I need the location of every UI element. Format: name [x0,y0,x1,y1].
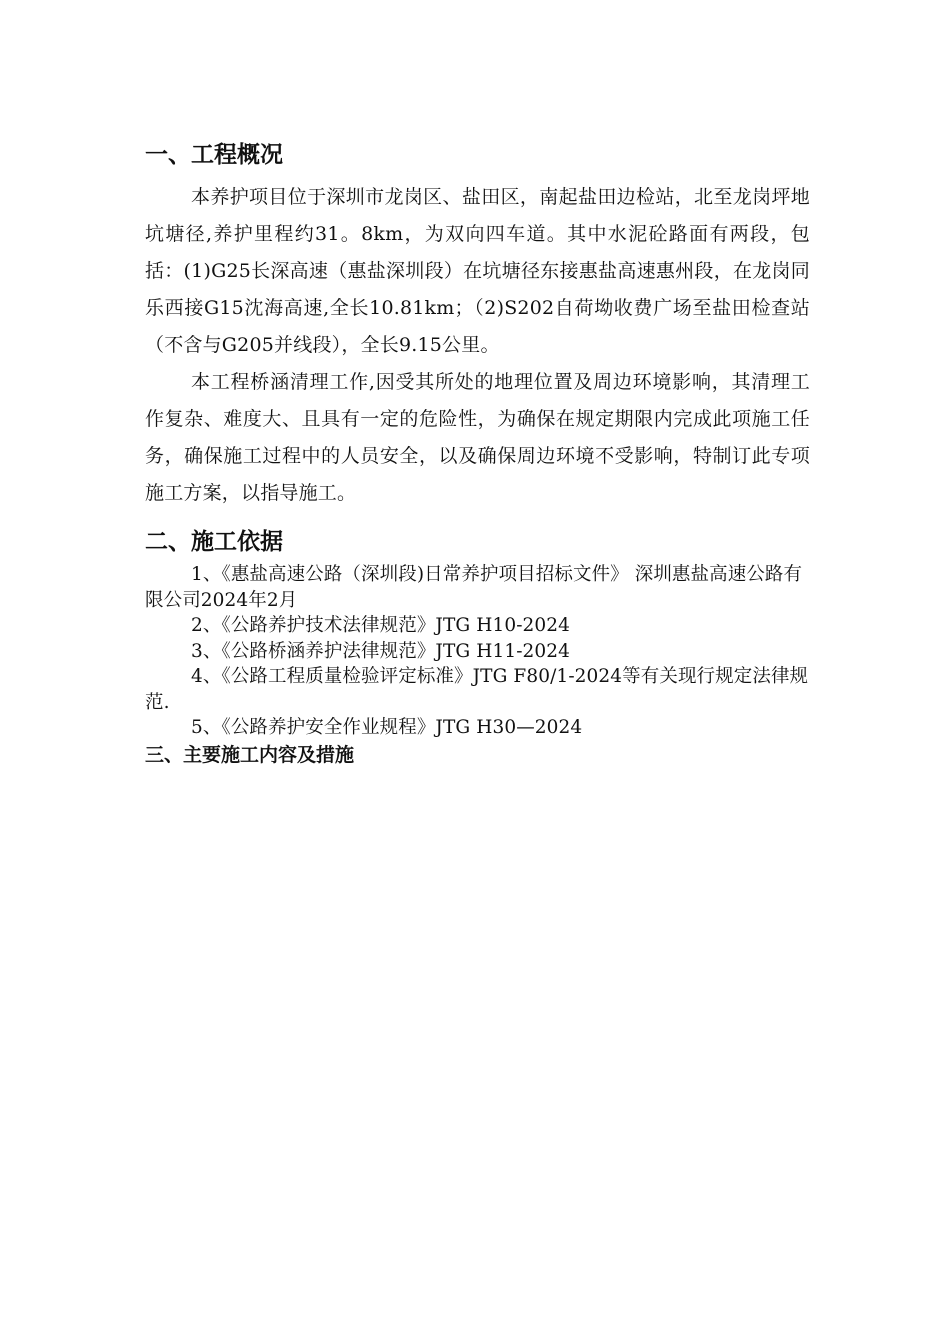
section-1-paragraph-2: 本工程桥涵清理工作,因受其所处的地理位置及周边环境影响，其清理工作复杂、难度大、且具有一定的危险性，为确保在规定期限内完成此项施工任务，确保施工过程中的人员安全，以及确保周边环境不受影响，特制订此专项施工方案，以指导施工。 [145,371,810,504]
reference-item-2: 2、《公路养护技术法律规范》JTG H10-2024 [191,615,571,636]
section-1-heading: 一、工程概况 [145,142,283,168]
section-3-heading: 三、主要施工内容及措施 [145,743,355,766]
reference-item-3: 3、《公路桥涵养护法律规范》JTG H11-2024 [191,640,571,662]
reference-item-5: 5、《公路养护安全作业规程》JTG H30—2024 [191,717,583,738]
document-body [145,130,810,768]
reference-item-1: 1、《惠盐高速公路（深圳段)日常养护项目招标文件》 深圳惠盐高速公路有限公司2024年2月 [145,564,803,611]
reference-item-4: 4、《公路工程质量检验评定标准》JTG F80/1-2024等有关现行规定法律规范. [145,666,809,713]
section-1-paragraph-1: 本养护项目位于深圳市龙岗区、盐田区，南起盐田边检站，北至龙岗坪地坑塘径,养护里程约31。8km，为双向四车道。其中水泥砼路面有两段，包括：(1)G25长深高速（惠盐深圳段）在坑塘径东接惠盐高速惠州段，在龙岗同乐西接G15沈海高速,全长10.81km；（2)S202自荷坳收费广场至盐田检查站（不含与G205并线段），全长9.15公里。 [145,186,810,356]
section-2-heading: 二、施工依据 [145,529,283,555]
